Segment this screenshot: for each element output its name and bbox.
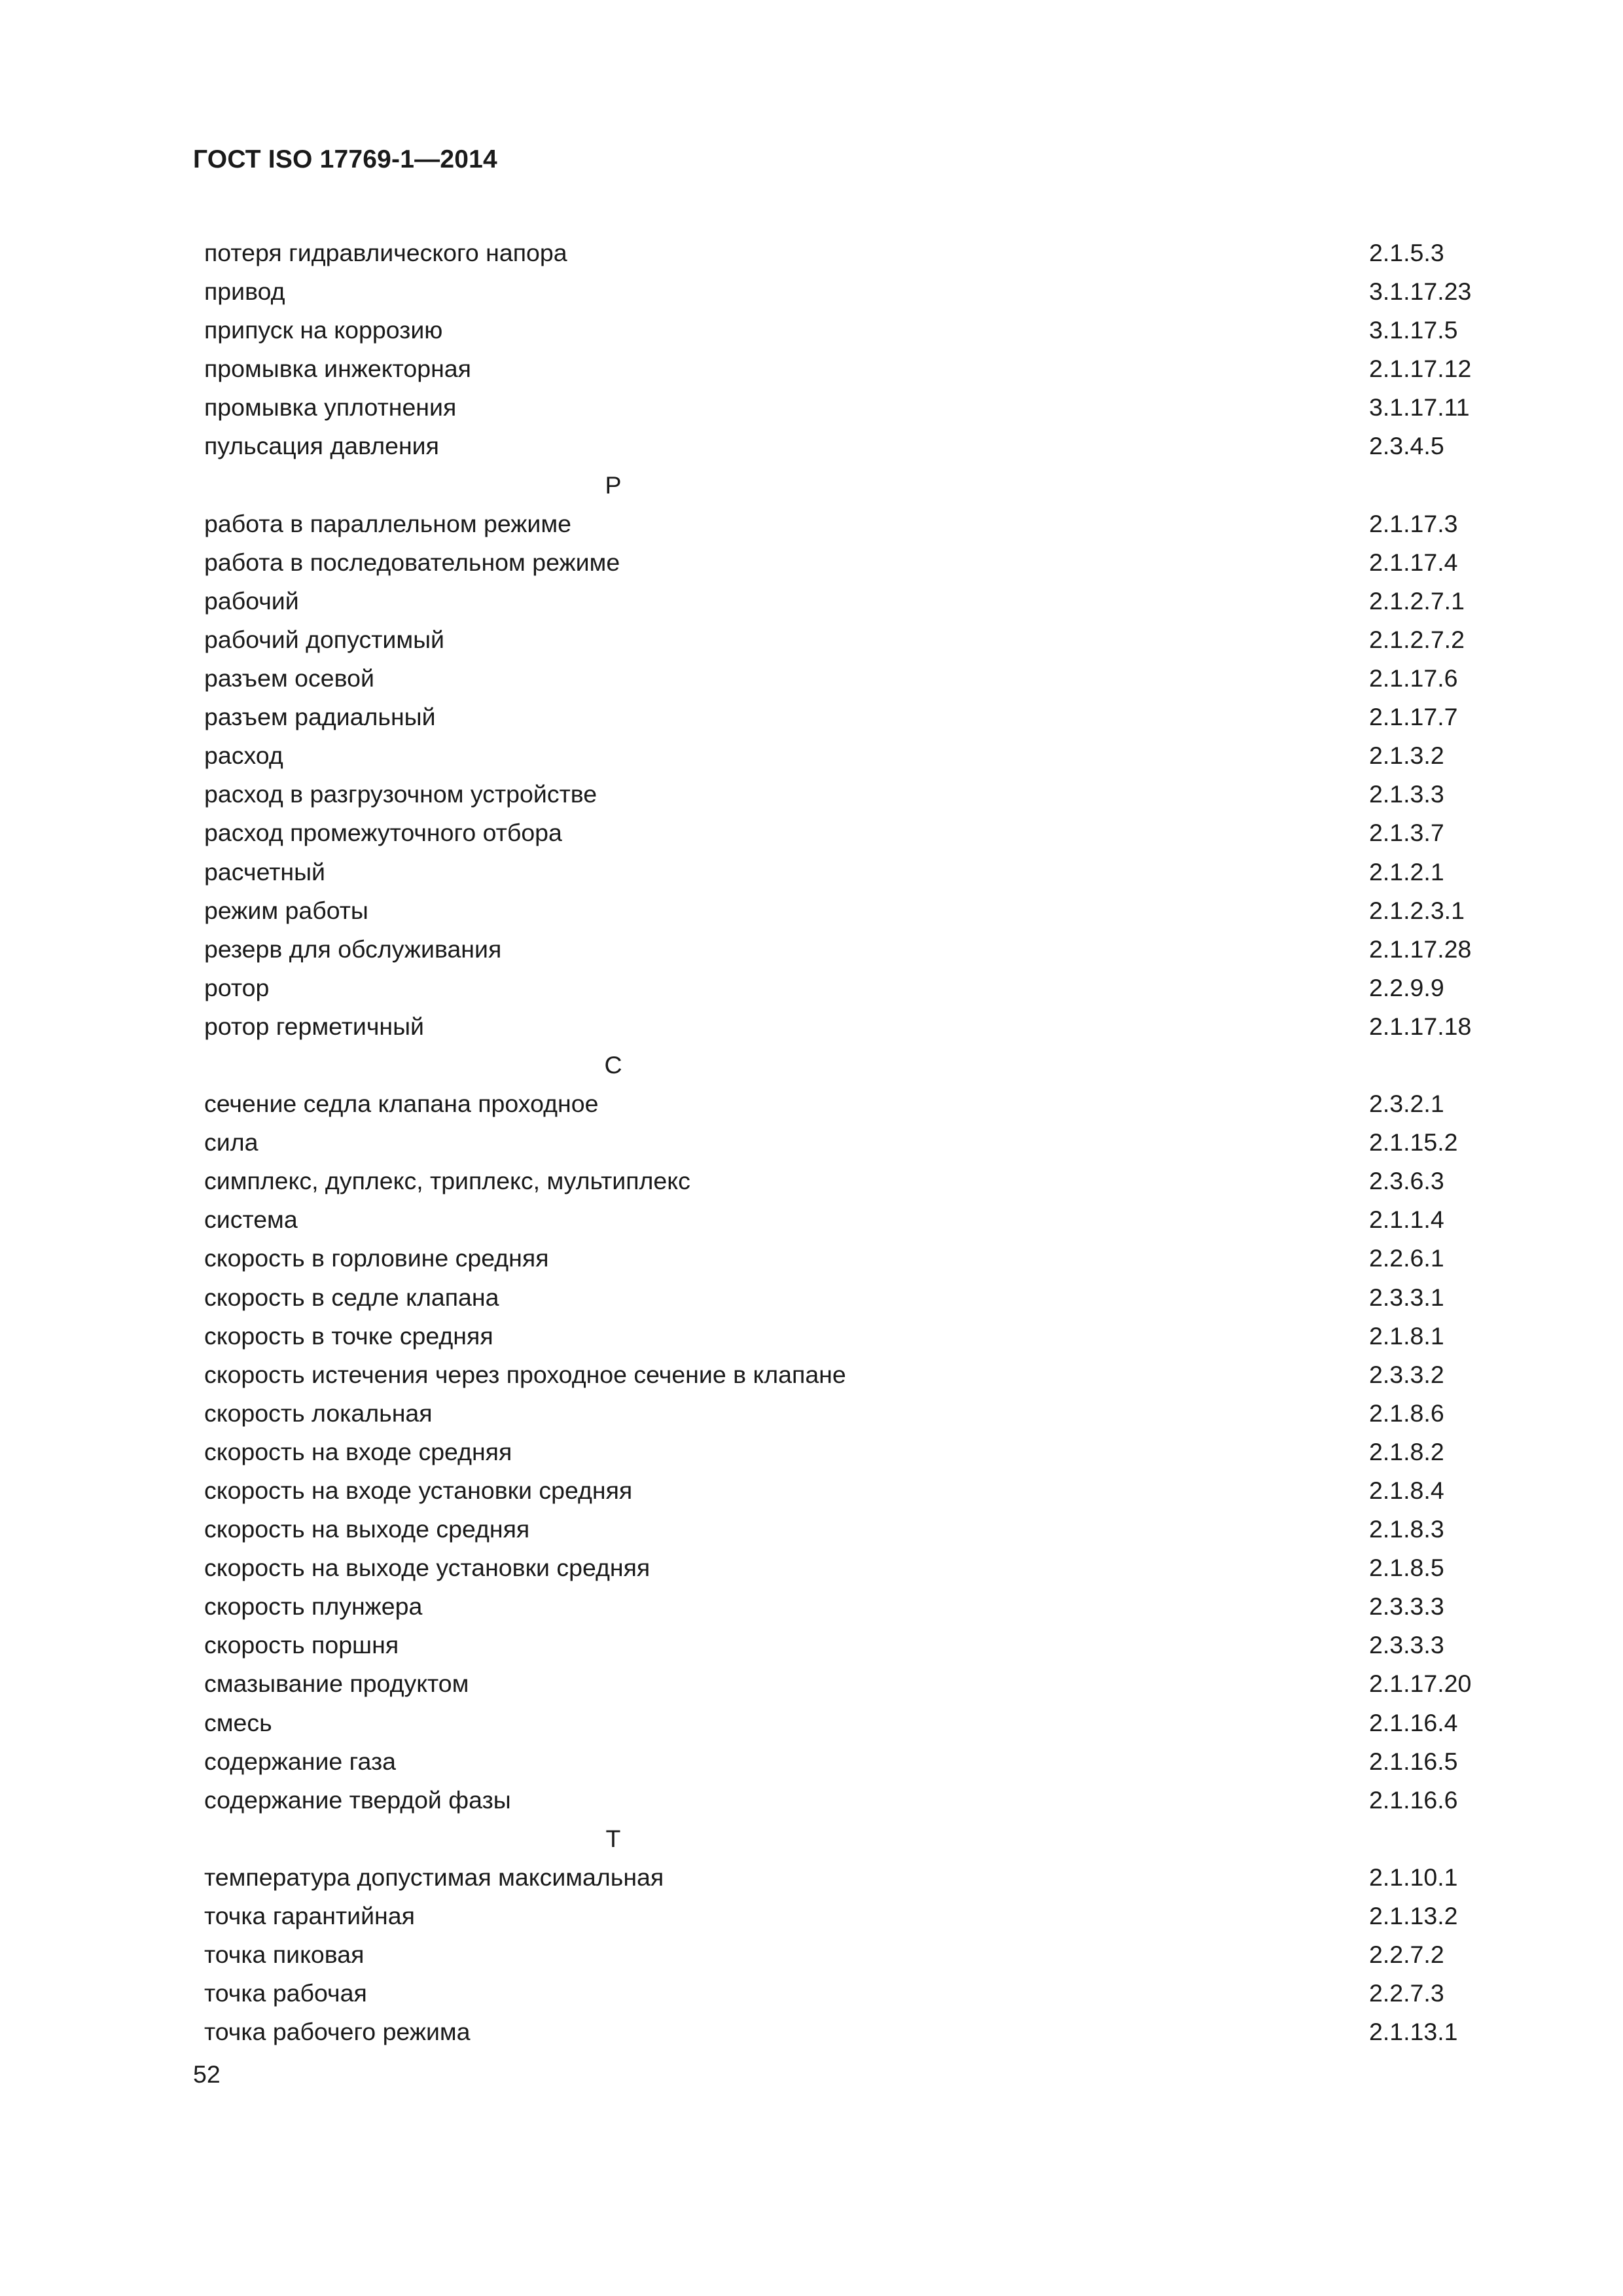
index-term: ротор герметичный (204, 1012, 424, 1040)
index-term: смесь (204, 1708, 272, 1736)
index-letter-heading: Т (605, 1824, 621, 1852)
index-entry (204, 659, 1487, 698)
index-term: работа в параллельном режиме (204, 509, 571, 537)
index-reference: 2.1.3.7 (1369, 819, 1444, 847)
index-reference: 2.3.3.1 (1369, 1283, 1444, 1311)
index-reference: 2.1.17.18 (1369, 1012, 1472, 1040)
page-number: 52 (193, 2060, 221, 2088)
index-reference: 2.1.17.7 (1369, 703, 1458, 731)
index-reference: 2.1.8.2 (1369, 1437, 1444, 1465)
index-reference: 2.1.10.1 (1369, 1863, 1458, 1891)
index-term: температура допустимая максимальная (204, 1863, 664, 1891)
index-term: ротор (204, 973, 270, 1001)
index-term: разъем осевой (204, 664, 374, 692)
index-entry (204, 350, 1487, 388)
index-reference: 2.1.8.4 (1369, 1477, 1444, 1504)
index-reference: 2.1.13.1 (1369, 2018, 1458, 2046)
index-term: скорость в точке средняя (204, 1321, 493, 1350)
index-term: припуск на коррозию (204, 316, 443, 344)
index-reference: 2.1.17.28 (1369, 935, 1472, 963)
index-entry (204, 505, 1487, 543)
index-term: скорость поршня (204, 1631, 399, 1659)
index-term: резерв для обслуживания (204, 935, 502, 963)
index-term: привод (204, 278, 285, 306)
index-term: скорость на входе установки средняя (204, 1477, 633, 1504)
index-entry (204, 1935, 1487, 1974)
index-letter-heading: Р (605, 471, 622, 499)
index-entry (204, 311, 1487, 350)
index-entry (204, 814, 1487, 852)
index-term: промывка инжекторная (204, 355, 471, 383)
index-entry (204, 2013, 1487, 2051)
index-reference: 2.1.17.4 (1369, 548, 1458, 576)
index-reference: 2.3.3.3 (1369, 1631, 1444, 1659)
index-entry (204, 1974, 1487, 2013)
index-entry (204, 1858, 1487, 1897)
index-entry (204, 1704, 1487, 1742)
index-entry (204, 698, 1487, 736)
index-term: скорость плунжера (204, 1592, 423, 1621)
index-term: рабочий допустимый (204, 625, 444, 653)
index-term: скорость в горловине средняя (204, 1244, 549, 1272)
index-entry (204, 1626, 1487, 1664)
index-reference: 2.1.15.2 (1369, 1128, 1458, 1157)
index-entry (204, 427, 1487, 465)
index-term: содержание газа (204, 1747, 397, 1775)
document-header: ГОСТ ISO 17769-1—2014 (193, 145, 497, 173)
index-term: точка рабочего режима (204, 2018, 471, 2046)
index-reference: 3.1.17.23 (1369, 278, 1472, 306)
index-entry (204, 736, 1487, 775)
index-term: точка гарантийная (204, 1902, 415, 1930)
index-term: скорость на выходе средняя (204, 1515, 530, 1543)
index-term: скорость на выходе установки средняя (204, 1554, 651, 1582)
index-reference: 2.1.3.3 (1369, 780, 1444, 808)
index-entry (204, 1317, 1487, 1355)
index-entry (204, 1123, 1487, 1162)
index-reference: 2.2.7.3 (1369, 1979, 1444, 2007)
index-entry (204, 1200, 1487, 1239)
index-term: потеря гидравлического напора (204, 239, 567, 266)
index-reference: 2.1.1.4 (1369, 1206, 1444, 1234)
index-term: сечение седла клапана проходное (204, 1090, 599, 1118)
index-term: точка рабочая (204, 1979, 367, 2007)
index-term: содержание твердой фазы (204, 1785, 511, 1814)
index-entry (204, 969, 1487, 1007)
index-term: скорость в седле клапана (204, 1283, 499, 1311)
index-reference: 2.2.6.1 (1369, 1244, 1444, 1272)
index-entry (204, 1085, 1487, 1123)
index-entry (204, 1007, 1487, 1046)
index-reference: 2.1.17.12 (1369, 355, 1472, 383)
index-entry (204, 891, 1487, 930)
index-entry (204, 930, 1487, 969)
index-entry (204, 1587, 1487, 1626)
index-entry (204, 853, 1487, 891)
index-reference: 2.1.2.7.1 (1369, 586, 1465, 615)
index-entry (204, 1510, 1487, 1549)
index-entry (204, 1355, 1487, 1394)
index-entry (204, 1394, 1487, 1433)
index-reference: 2.1.2.7.2 (1369, 625, 1465, 653)
index-term: пульсация давления (204, 432, 439, 460)
index-term: расчетный (204, 857, 325, 886)
index-term: промывка уплотнения (204, 393, 457, 422)
index-term: сила (204, 1128, 259, 1157)
index-reference: 2.1.16.5 (1369, 1747, 1458, 1775)
index-entry (204, 1664, 1487, 1703)
alphabetical-index (204, 234, 1487, 2051)
index-reference: 3.1.17.5 (1369, 316, 1458, 344)
index-reference: 2.1.13.2 (1369, 1902, 1458, 1930)
index-entry (204, 620, 1487, 659)
index-reference: 2.1.16.6 (1369, 1785, 1458, 1814)
index-entry (204, 775, 1487, 814)
index-reference: 2.1.5.3 (1369, 239, 1444, 266)
index-reference: 2.2.7.2 (1369, 1941, 1444, 1969)
index-term: симплекс, дуплекс, триплекс, мультиплекс (204, 1167, 690, 1195)
index-term: скорость локальная (204, 1399, 433, 1427)
index-reference: 2.1.8.6 (1369, 1399, 1444, 1427)
index-reference: 2.3.2.1 (1369, 1090, 1444, 1118)
index-reference: 2.3.3.3 (1369, 1592, 1444, 1621)
index-term: смазывание продуктом (204, 1670, 469, 1698)
index-reference: 2.1.8.1 (1369, 1321, 1444, 1350)
index-entry (204, 1162, 1487, 1200)
index-term: расход промежуточного отбора (204, 819, 562, 847)
index-entry (204, 388, 1487, 427)
index-reference: 2.1.2.1 (1369, 857, 1444, 886)
index-entry (204, 582, 1487, 620)
index-term: рабочий (204, 586, 299, 615)
index-term: расход в разгрузочном устройстве (204, 780, 597, 808)
index-term: работа в последовательном режиме (204, 548, 620, 576)
index-term: точка пиковая (204, 1941, 365, 1969)
index-reference: 2.1.8.3 (1369, 1515, 1444, 1543)
index-term: скорость истечения через проходное сечение в клапане (204, 1360, 846, 1388)
index-letter-heading: С (604, 1050, 622, 1079)
index-entry (204, 543, 1487, 582)
index-reference: 2.1.16.4 (1369, 1708, 1458, 1736)
index-reference: 2.1.17.20 (1369, 1670, 1472, 1698)
index-entry (204, 272, 1487, 311)
index-entry (204, 1549, 1487, 1587)
index-entry (204, 1471, 1487, 1510)
index-reference: 3.1.17.11 (1369, 393, 1470, 422)
index-term: режим работы (204, 896, 368, 924)
index-entry (204, 1781, 1487, 1820)
index-reference: 2.1.3.2 (1369, 742, 1444, 770)
index-term: расход (204, 742, 283, 770)
index-reference: 2.1.17.3 (1369, 509, 1458, 537)
index-reference: 2.2.9.9 (1369, 973, 1444, 1001)
index-entry (204, 1239, 1487, 1278)
index-reference: 2.3.6.3 (1369, 1167, 1444, 1195)
index-reference: 2.3.3.2 (1369, 1360, 1444, 1388)
index-entry (204, 234, 1487, 272)
index-term: система (204, 1206, 298, 1234)
index-reference: 2.1.17.6 (1369, 664, 1458, 692)
index-term: разъем радиальный (204, 703, 436, 731)
index-entry (204, 1897, 1487, 1935)
index-reference: 2.1.2.3.1 (1369, 896, 1465, 924)
index-reference: 2.1.8.5 (1369, 1554, 1444, 1582)
index-term: скорость на входе средняя (204, 1437, 512, 1465)
index-reference: 2.3.4.5 (1369, 432, 1444, 460)
index-entry (204, 1278, 1487, 1317)
index-entry (204, 1433, 1487, 1471)
index-entry (204, 1742, 1487, 1781)
